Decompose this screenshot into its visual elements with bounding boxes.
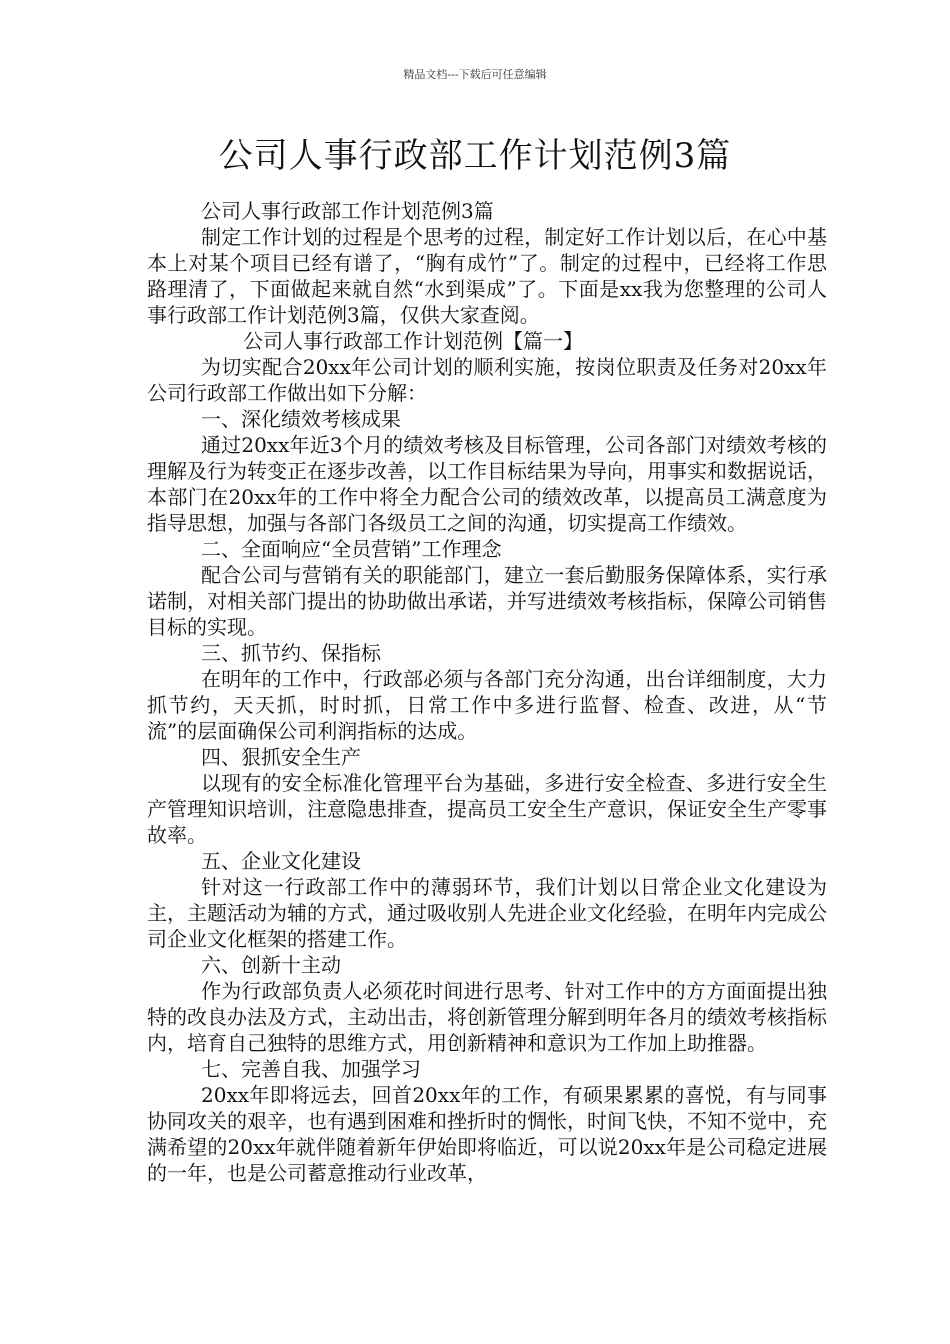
intro-paragraph: 制定工作计划的过程是个思考的过程，制定好工作计划以后，在心中基本上对某个项目已经有谱了，“胸有成竹”了。制定的过程中，已经将工作思路理清了，下面做起来就自然“水到渠成”了。下面是xx我为您整理的公司人事行政部工作计划范例3篇，仅供大家查阅。	[147, 225, 827, 327]
body-paragraph: 20xx年即将远去，回首20xx年的工作，有硕果累累的喜悦，有与同事协同攻关的艰辛，也有遇到困难和挫折时的惆怅，时间飞快，不知不觉中，充满希望的20xx年就伴随着新年伊始即将临近，可以说20xx年是公司稳定进展的一年，也是公司蓄意推动行业改革，	[147, 1083, 827, 1185]
subheading-5: 五、企业文化建设	[201, 849, 361, 873]
body-paragraph: 为切实配合20xx年公司计划的顺利实施，按岗位职责及任务对20xx年公司行政部工作做出如下分解：	[147, 355, 827, 405]
subheading-3: 三、抓节约、保指标	[201, 641, 381, 665]
body-paragraph: 以现有的安全标准化管理平台为基础，多进行安全检查、多进行安全生产管理知识培训，注意隐患排查，提高员工安全生产意识，保证安全生产零事故率。	[147, 771, 827, 847]
section-title: 公司人事行政部工作计划范例【篇一】	[243, 329, 583, 353]
intro-heading: 公司人事行政部工作计划范例3篇	[201, 199, 494, 223]
subheading-6: 六、创新十主动	[201, 953, 341, 977]
subheading-7: 七、完善自我、加强学习	[201, 1057, 421, 1081]
subheading-4: 四、狠抓安全生产	[201, 745, 361, 769]
document-title: 公司人事行政部工作计划范例3篇	[218, 136, 732, 176]
body-paragraph: 通过20xx年近3个月的绩效考核及目标管理，公司各部门对绩效考核的理解及行为转变正在逐步改善，以工作目标结果为导向，用事实和数据说话，本部门在20xx年的工作中将全力配合公司的绩效改革，以提高员工满意度为指导思想，加强与各部门各级员工之间的沟通，切实提高工作绩效。	[147, 433, 827, 535]
body-paragraph: 针对这一行政部工作中的薄弱环节，我们计划以日常企业文化建设为主，主题活动为辅的方式，通过吸收别人先进企业文化经验，在明年内完成公司企业文化框架的搭建工作。	[147, 875, 827, 951]
body-paragraph: 配合公司与营销有关的职能部门，建立一套后勤服务保障体系，实行承诺制，对相关部门提出的协助做出承诺，并写进绩效考核指标，保障公司销售目标的实现。	[147, 563, 827, 639]
body-paragraph: 作为行政部负责人必须花时间进行思考、针对工作中的方方面面提出独特的改良办法及方式，主动出击，将创新管理分解到明年各月的绩效考核指标内，培育自己独特的思维方式，用创新精神和意识为工作加上助推器。	[147, 979, 827, 1055]
body-paragraph: 在明年的工作中，行政部必须与各部门充分沟通，出台详细制度，大力抓节约，天天抓，时时抓，日常工作中多进行监督、检查、改进，从“节流”的层面确保公司利润指标的达成。	[147, 667, 827, 743]
subheading-1: 一、深化绩效考核成果	[201, 407, 401, 431]
subheading-2: 二、全面响应“全员营销”工作理念	[201, 537, 502, 561]
page-header: 精品文档---下载后可任意编辑	[403, 68, 547, 81]
document-body	[147, 198, 827, 1186]
